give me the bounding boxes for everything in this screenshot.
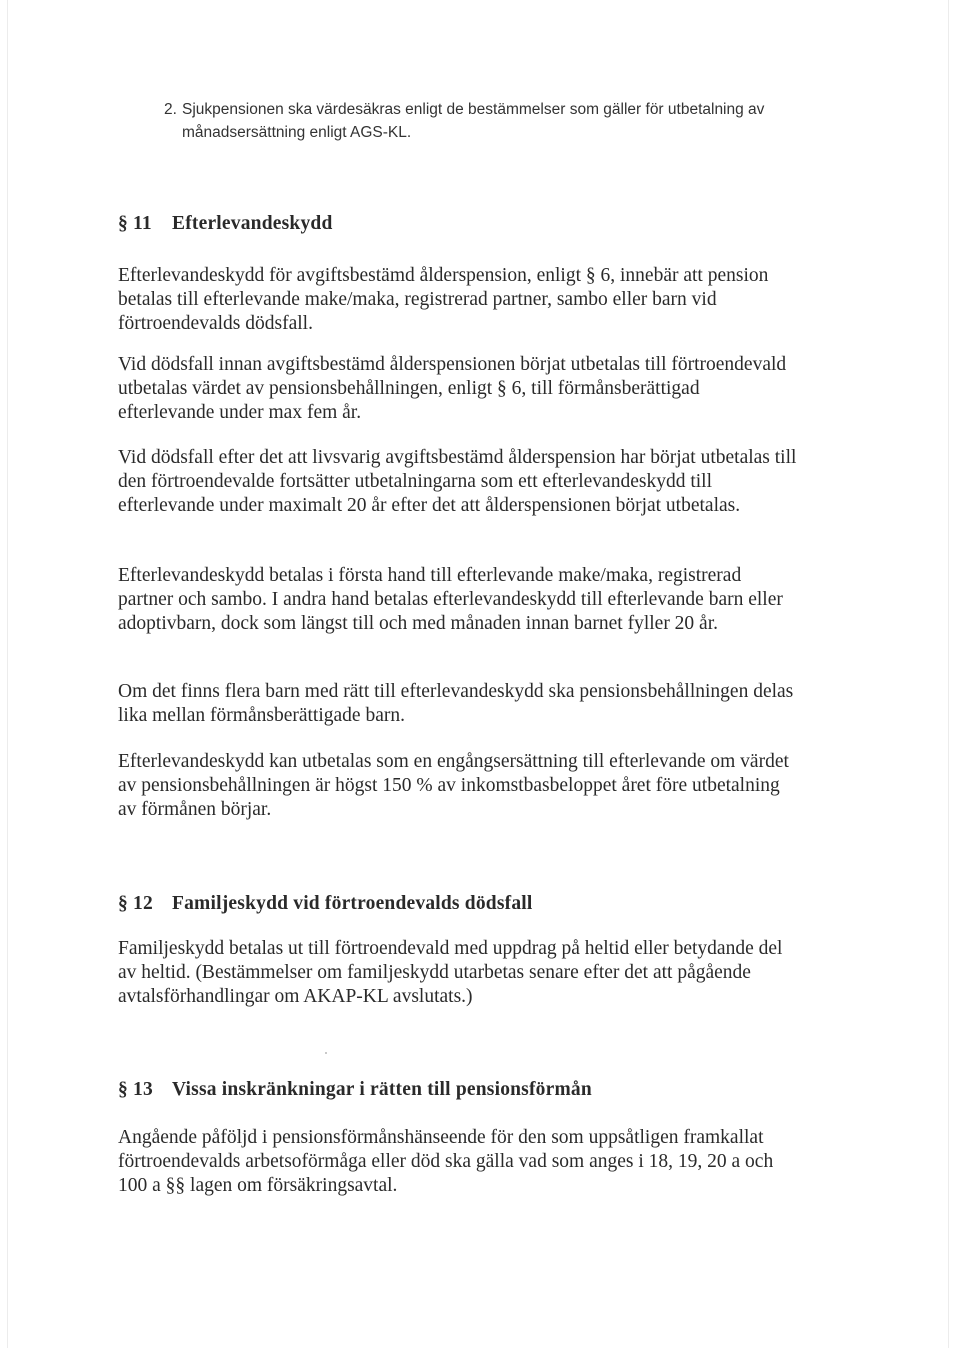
scan-speck — [325, 1052, 327, 1054]
section-11-paragraph: Efterlevandeskydd kan utbetalas som en engångsersättning till efterlevande om värdet av pensionsbehållningen är högst 150 % av inkomstbasbeloppet året före utbetalning av förmånen börjar. — [118, 751, 789, 820]
list-item-2 — [164, 98, 804, 144]
scan-edge-left — [7, 0, 8, 1348]
section-13-paragraph: Angående påföljd i pensionsförmånshänseende för den som uppsåtligen framkallat förtroendevalds arbetsoförmåga eller död ska gälla vad som anges i 18, 19, 20 a och 100 a §§ lagen om försäkringsavtal. — [118, 1127, 774, 1196]
section-13-number: § 13 — [118, 1079, 153, 1100]
section-12-heading — [118, 893, 533, 915]
list-item-number: 2. — [164, 101, 177, 118]
section-11-paragraph: Efterlevandeskydd betalas i första hand till efterlevande make/maka, registrerad partner och sambo. I andra hand betalas efterlevandeskydd till efterlevande barn eller adoptivbarn, dock som längst till och med månaden innan barnet fyller 20 år. — [118, 565, 783, 634]
section-12-title: Familjeskydd vid förtroendevalds dödsfall — [172, 893, 533, 914]
section-11-title: Efterlevandeskydd — [172, 213, 333, 234]
section-11-number: § 11 — [118, 213, 152, 234]
section-13-title: Vissa inskränkningar i rätten till pensionsförmån — [172, 1079, 592, 1100]
section-11-heading — [118, 213, 333, 235]
section-11-paragraph: Efterlevandeskydd för avgiftsbestämd ålderspension, enligt § 6, innebär att pension betalas till efterlevande make/maka, registrerad partner, sambo eller barn vid förtroendevalds dödsfall. — [118, 265, 769, 334]
section-13-heading — [118, 1079, 592, 1101]
section-11-paragraph: Vid dödsfall efter det att livsvarig avgiftsbestämd ålderspension har börjat utbetalas till den förtroendevalde fortsätter utbetalningarna som ett efterlevandeskydd till efterlevande under maximalt 20 år efter det att ålderspensionen börjat utbetalas. — [118, 447, 797, 516]
section-12-number: § 12 — [118, 893, 153, 914]
scan-edge-right — [948, 0, 949, 1348]
list-item-text: Sjukpensionen ska värdesäkras enligt de bestämmelser som gäller för utbetalning av månadsersättning enligt AGS-KL. — [182, 101, 765, 141]
section-12-paragraph: Familjeskydd betalas ut till förtroendevald med uppdrag på heltid eller betydande del av heltid. (Bestämmelser om familjeskydd utarbetas senare efter det att pågående avtalsförhandlingar om AKAP-KL avslutats.) — [118, 938, 783, 1007]
section-11-paragraph: Om det finns flera barn med rätt till efterlevandeskydd ska pensionsbehållningen delas lika mellan förmånsberättigade barn. — [118, 681, 794, 726]
section-11-paragraph: Vid dödsfall innan avgiftsbestämd ålderspensionen börjat utbetalas till förtroendevald utbetalas värdet av pensionsbehållningen, enligt § 6, till förmånsberättigad efterlevande under max fem år. — [118, 354, 787, 423]
